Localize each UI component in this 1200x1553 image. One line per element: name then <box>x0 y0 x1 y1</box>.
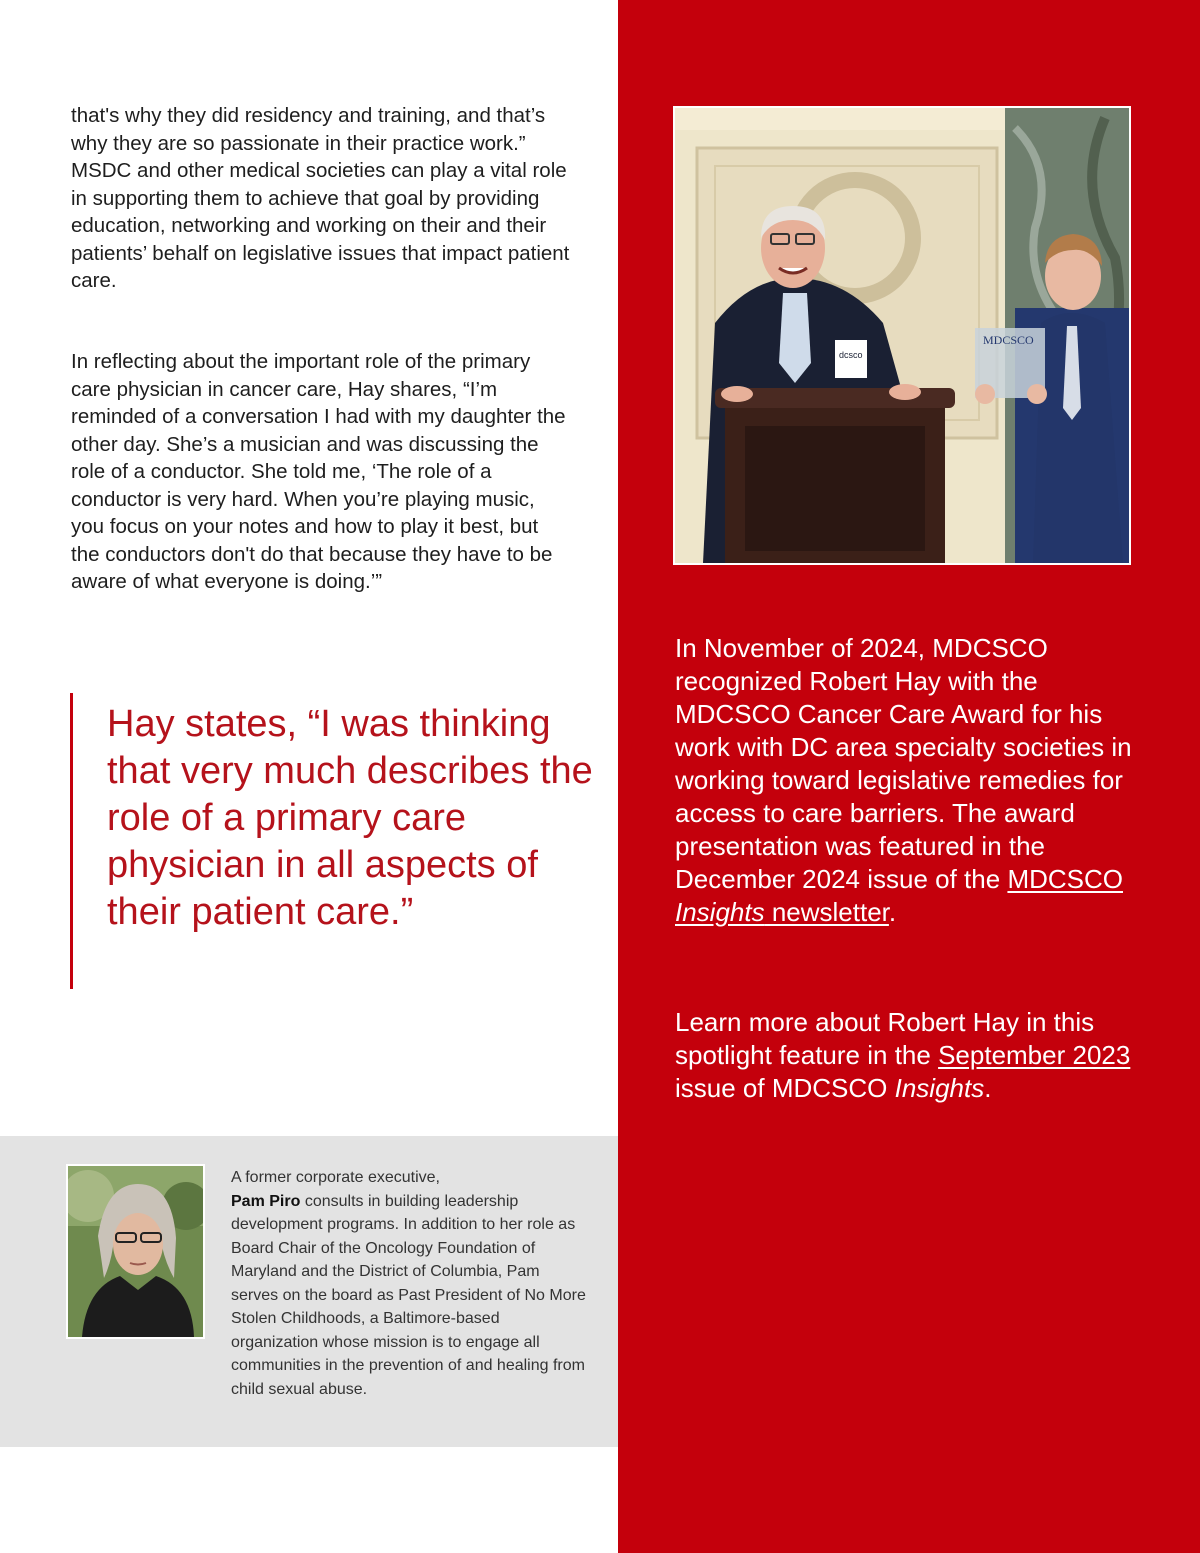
bio-name: Pam Piro <box>231 1192 301 1210</box>
award-photo <box>673 106 1131 565</box>
award-plaque-text: MDCSCO <box>983 333 1034 347</box>
award-end: . <box>888 897 897 927</box>
award-paragraph <box>675 632 1145 929</box>
body-paragraph-1: that's why they did residency and training, and that’s why they are so passionate in their practice work.” MSDC and other medical societies can play a vital role in supporting them to achieve that goal by providing education, networking and working on their and their patients’ behalf on legislative issues that impact patient care. <box>71 104 570 292</box>
award-photo-illustration <box>675 108 1129 563</box>
learn-more-paragraph <box>675 1006 1145 1105</box>
newsletter-link-suffix: newsletter <box>764 897 889 927</box>
author-headshot-illustration <box>68 1166 203 1337</box>
newsletter-link-prefix: MDCSCO <box>1007 864 1123 894</box>
pull-quote <box>70 693 593 989</box>
name-badge-text: dcsco <box>839 350 863 360</box>
learn-after: issue of MDCSCO <box>675 1073 888 1103</box>
newsletter-link-italic: Insights <box>675 897 765 927</box>
author-headshot <box>66 1164 205 1339</box>
pull-quote-text: Hay states, “I was thinking that very much describes the role of a primary care physician in all aspects of their patient care.” <box>107 703 593 933</box>
body-paragraph-2: In reflecting about the important role of the primary care physician in cancer care, Hay shares, “I’m reminded of a conversation I had with my daughter the other day. She’s a musician and was discussing the role of a conductor. She told me, ‘The role of a conductor is very hard. When you’re playing music, you focus on your notes and how to play it best, but the conductors don't do that because they have to be aware of what everyone is doing.’” <box>71 350 566 593</box>
author-bio-text <box>231 1166 591 1401</box>
learn-italic: Insights <box>894 1073 985 1103</box>
september-2023-link[interactable]: September 2023 <box>938 1040 1131 1070</box>
learn-text: Learn more about Robert Hay in this spotlight feature in the <box>675 1007 1095 1070</box>
learn-end: . <box>984 1073 992 1103</box>
bio-intro: A former corporate executive, <box>231 1169 440 1186</box>
bio-body: consults in building leadership development programs. In addition to her role as Board Chair of the Oncology Foundation of Maryland and the District of Columbia, Pam serves on the board as Past President of No More Stolen Childhoods, a Baltimore-based organization whose mission is to engage all communities in the prevention of and healing from child sexual abuse. <box>231 1192 586 1398</box>
award-text: In November of 2024, MDCSCO recognized Robert Hay with the MDCSCO Cancer Care Award for his work with DC area specialty societies in working toward legislative remedies for access to care barriers. The award presentation was featured in the December 2024 issue of the <box>675 633 1132 894</box>
